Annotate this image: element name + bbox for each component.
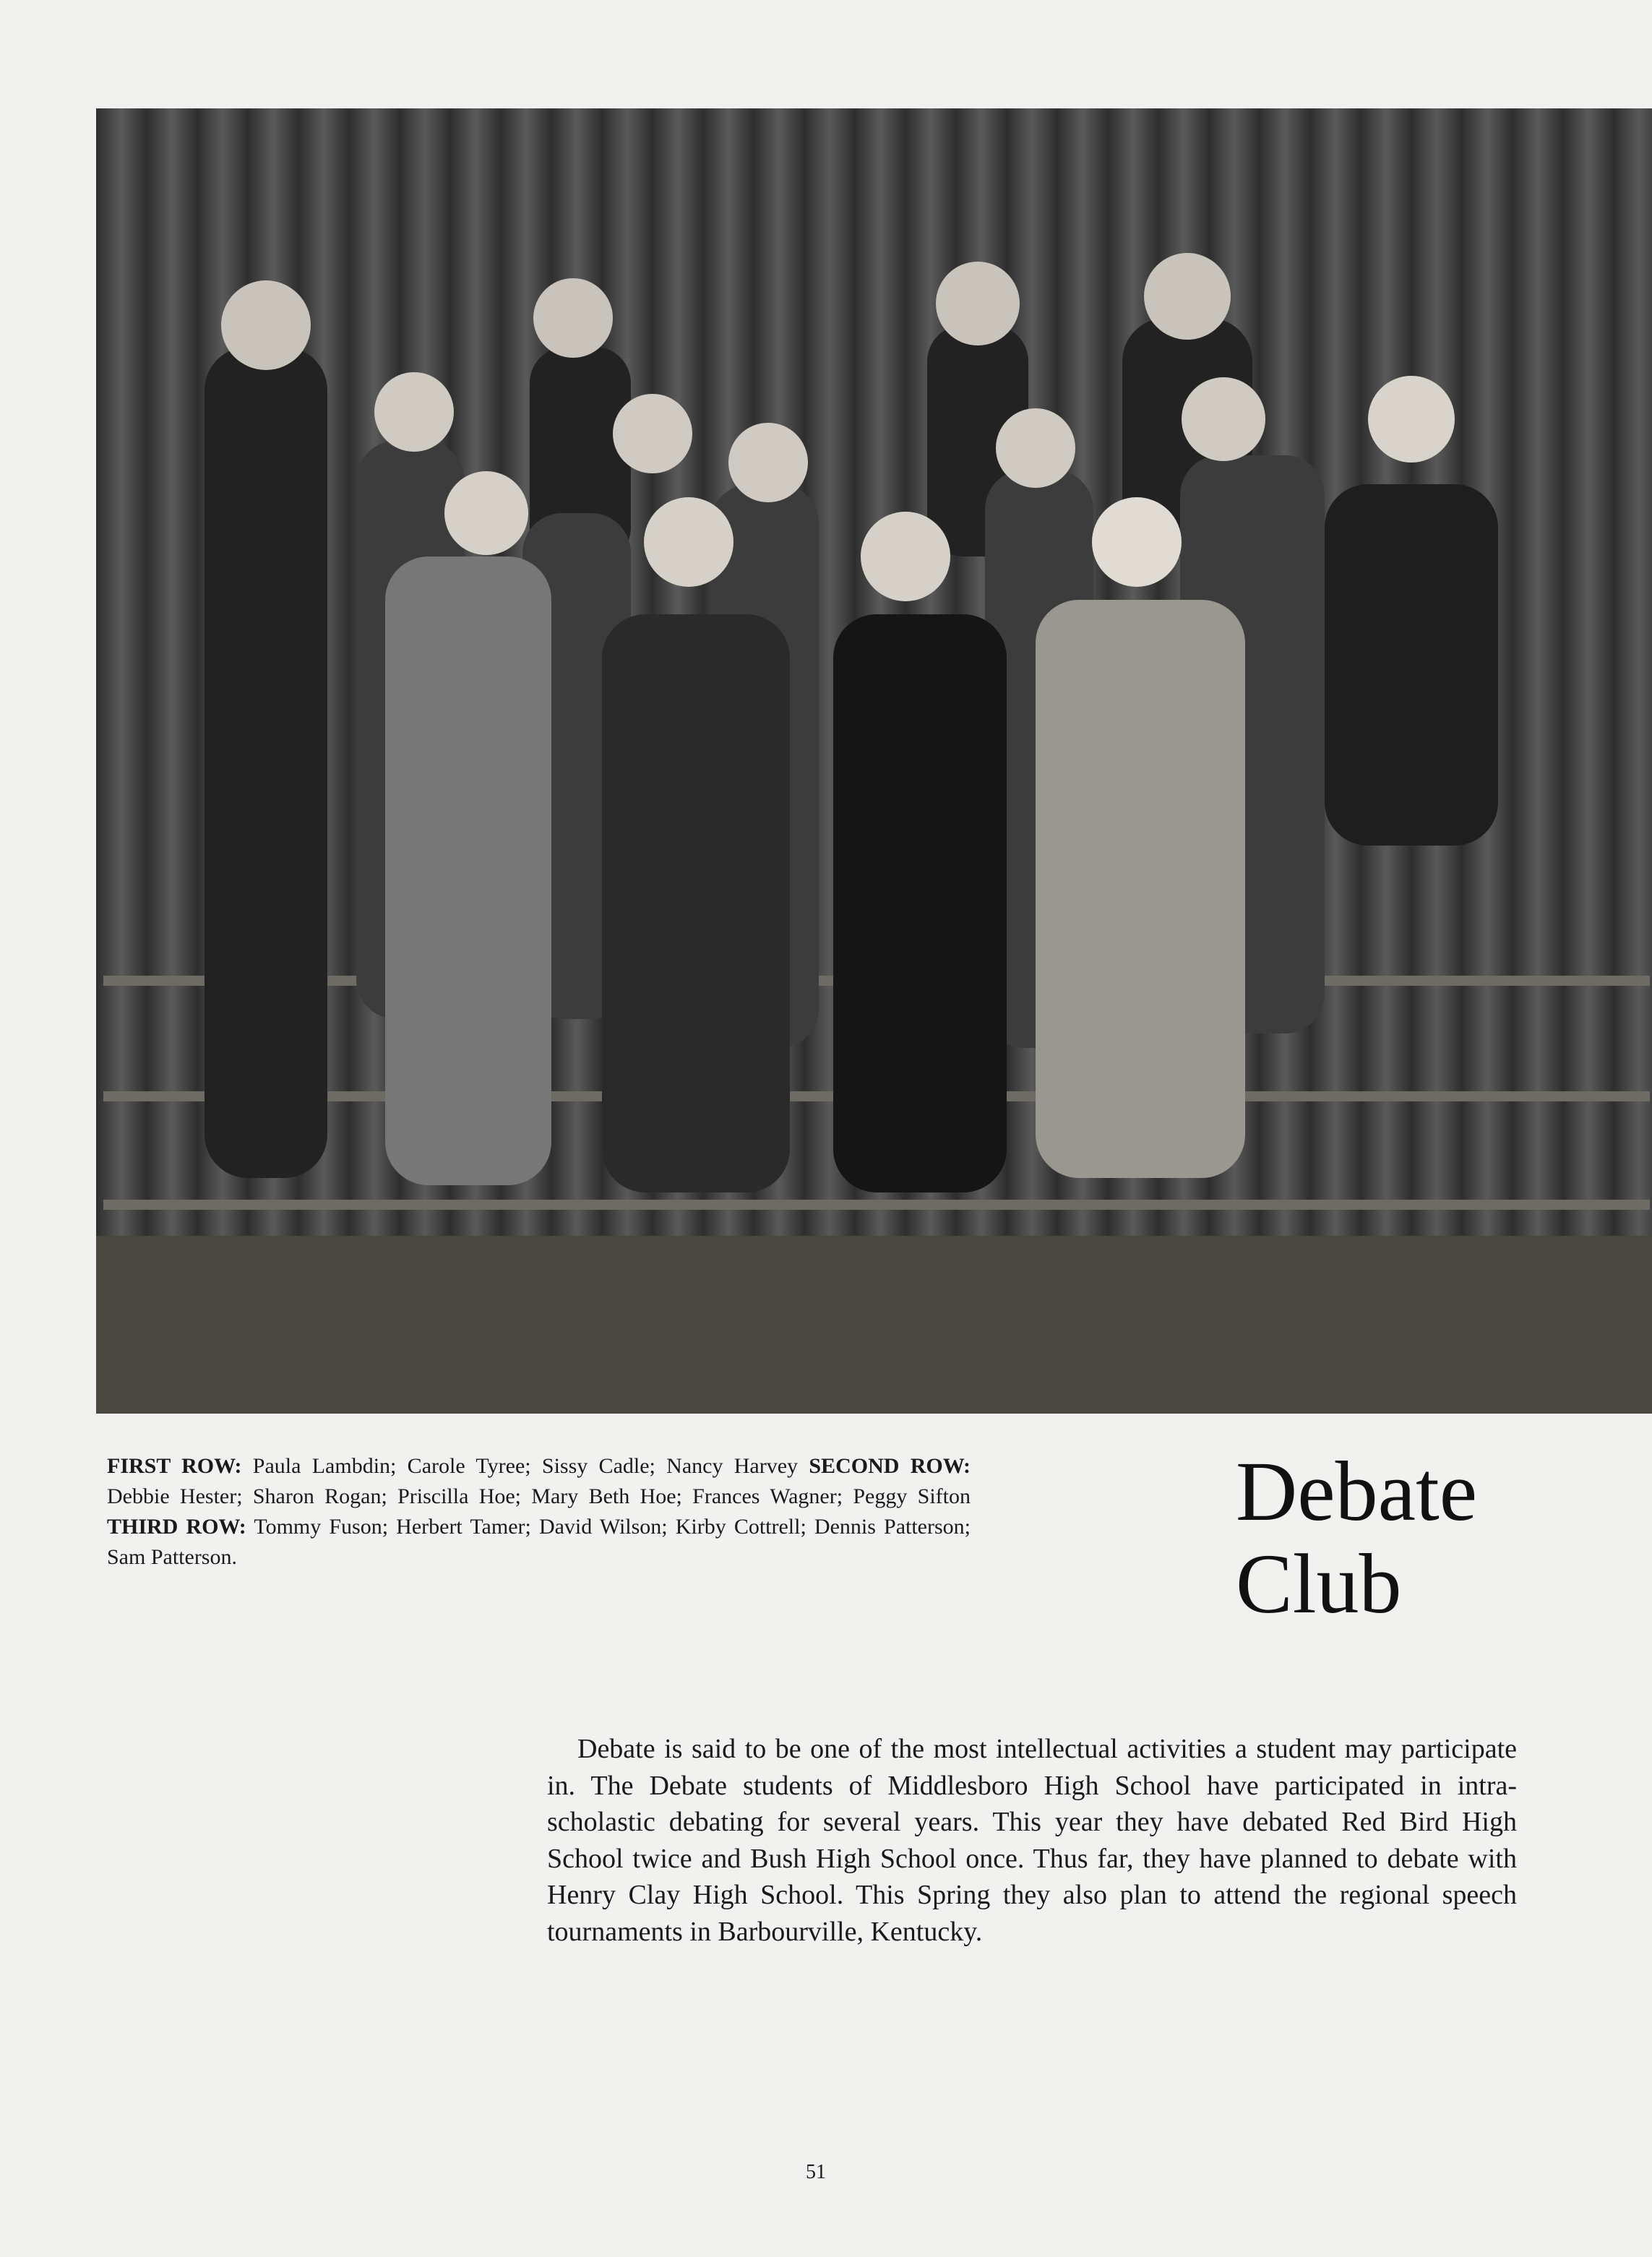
- third-row-names: Tommy Fuson; Herbert Tamer; David Wilson; Kirby Cottrell; Dennis Patterson; Sam Patterson.: [107, 1515, 971, 1569]
- first-row-label: FIRST ROW:: [107, 1454, 242, 1478]
- page-number: 51: [806, 2161, 826, 2183]
- third-row-label: THIRD ROW:: [107, 1515, 246, 1539]
- title-line-1: Debate: [1236, 1444, 1478, 1539]
- group-photo-illustration: [96, 108, 1652, 1414]
- group-photo: [96, 108, 1652, 1414]
- photo-caption: [107, 1451, 971, 1573]
- first-row-names: Paula Lambdin; Carole Tyree; Sissy Cadle; Nancy Harvey: [252, 1454, 799, 1478]
- page-title: [1236, 1445, 1477, 1630]
- stage-floor: [96, 1236, 1652, 1414]
- title-line-2: Club: [1236, 1536, 1402, 1631]
- second-row-label: SECOND ROW:: [809, 1454, 971, 1478]
- body-text: Debate is said to be one of the most intellectual activities a student may participate in. The Debate students of Middlesboro High School have participated in intra-scholastic debating for several years. This year they have debated Red Bird High School twice and Bush High School once. Thus far, they have planned to debate with Henry Clay High School. This Spring they also plan to attend the regional speech tournaments in Barbourville, Kentucky.: [547, 1734, 1517, 1947]
- second-row-names: Debbie Hester; Sharon Rogan; Priscilla Hoe; Mary Beth Hoe; Frances Wagner; Peggy Sifton: [107, 1484, 971, 1508]
